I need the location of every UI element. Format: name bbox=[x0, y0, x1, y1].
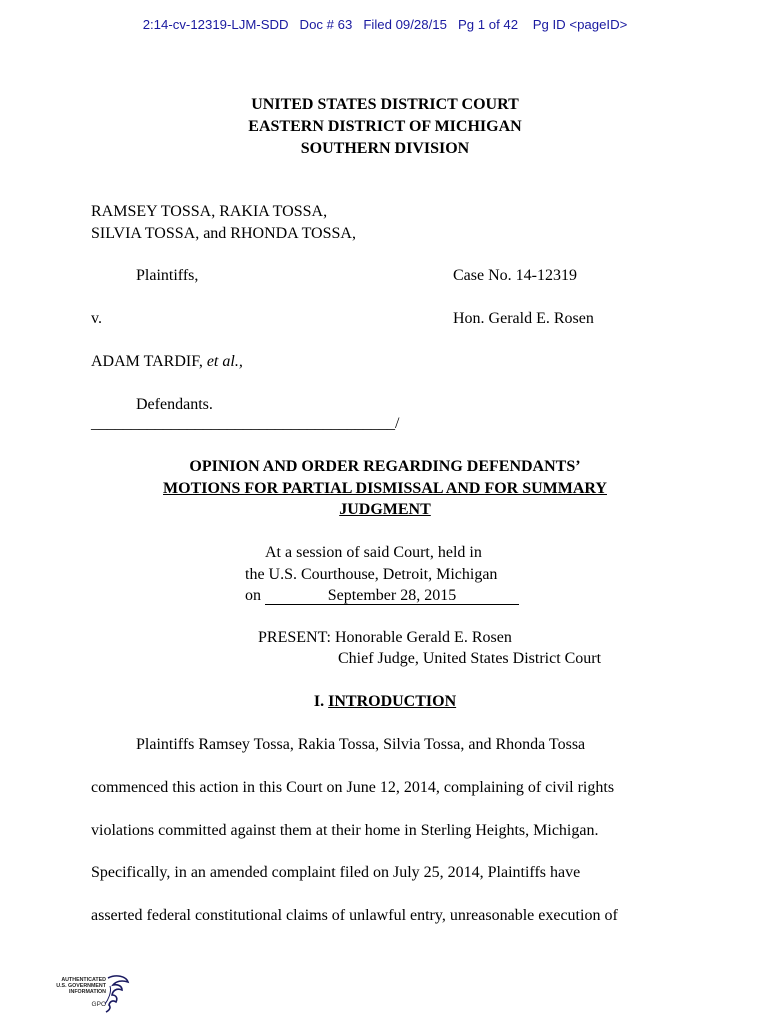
plaintiffs-names-2: SILVIA TOSSA, and RHONDA TOSSA, bbox=[91, 225, 356, 242]
seal-line-1: AUTHENTICATED bbox=[61, 977, 106, 983]
title-line-1: OPINION AND ORDER REGARDING DEFENDANTS’ bbox=[189, 458, 581, 475]
section-number: I. bbox=[313, 693, 325, 710]
present-line-1: PRESENT: Honorable Gerald E. Rosen bbox=[258, 629, 512, 646]
gpo-authentication-seal bbox=[42, 974, 132, 1014]
defendant-name-text: ADAM TARDIF, bbox=[91, 353, 203, 370]
judge-name: Hon. Gerald E. Rosen bbox=[453, 310, 594, 327]
defendants-label: Defendants. bbox=[136, 396, 213, 413]
session-date-line bbox=[245, 586, 519, 605]
seal-text bbox=[42, 977, 106, 995]
doc-number: Doc # 63 bbox=[299, 17, 353, 32]
filed-date: Filed 09/28/15 bbox=[363, 17, 447, 32]
court-name: UNITED STATES DISTRICT COURT bbox=[251, 96, 519, 113]
title-line-2: MOTIONS FOR PARTIAL DISMISSAL AND FOR SUMMARY bbox=[163, 480, 607, 497]
body-line-4: Specifically, in an amended complaint filed on July 25, 2014, Plaintiffs have bbox=[91, 864, 581, 881]
plaintiffs-names-1: RAMSEY TOSSA, RAKIA TOSSA, bbox=[91, 203, 328, 220]
present-line-2: Chief Judge, United States District Court bbox=[338, 650, 602, 667]
eagle-icon bbox=[104, 974, 130, 1014]
session-line-2: the U.S. Courthouse, Detroit, Michigan bbox=[245, 566, 498, 583]
session-date: September 28, 2015 bbox=[265, 587, 519, 605]
court-division: SOUTHERN DIVISION bbox=[300, 140, 470, 157]
body-line-1: Plaintiffs Ramsey Tossa, Rakia Tossa, Silvia Tossa, and Rhonda Tossa bbox=[136, 736, 586, 753]
court-district: EASTERN DISTRICT OF MICHIGAN bbox=[248, 118, 522, 135]
session-line-1: At a session of said Court, held in bbox=[265, 544, 482, 561]
et-al: et al., bbox=[206, 353, 243, 370]
section-title: INTRODUCTION bbox=[328, 693, 457, 710]
seal-gpo: GPO bbox=[91, 1001, 106, 1008]
section-heading bbox=[0, 692, 770, 711]
caption-slash-line: ______________________________________/ bbox=[91, 415, 400, 432]
page-id: Pg ID <pageID> bbox=[532, 17, 628, 32]
body-line-2: commenced this action in this Court on June 12, 2014, complaining of civil rights bbox=[91, 779, 615, 796]
filing-header bbox=[0, 17, 770, 32]
versus: v. bbox=[91, 310, 102, 327]
body-line-3: violations committed against them at their home in Sterling Heights, Michigan. bbox=[91, 822, 599, 839]
plaintiffs-label: Plaintiffs, bbox=[136, 267, 199, 284]
case-number: Case No. 14-12319 bbox=[453, 267, 577, 284]
seal-line-3: INFORMATION bbox=[69, 989, 106, 995]
session-on: on bbox=[245, 587, 261, 604]
case-number-header: 2:14-cv-12319-LJM-SDD bbox=[142, 17, 289, 32]
page-count: Pg 1 of 42 bbox=[457, 17, 519, 32]
seal-line-2: U.S. GOVERNMENT bbox=[56, 983, 106, 989]
body-line-5: asserted federal constitutional claims of unlawful entry, unreasonable execution of bbox=[91, 907, 618, 924]
defendant-name bbox=[91, 352, 243, 371]
title-line-3: JUDGMENT bbox=[339, 501, 431, 518]
